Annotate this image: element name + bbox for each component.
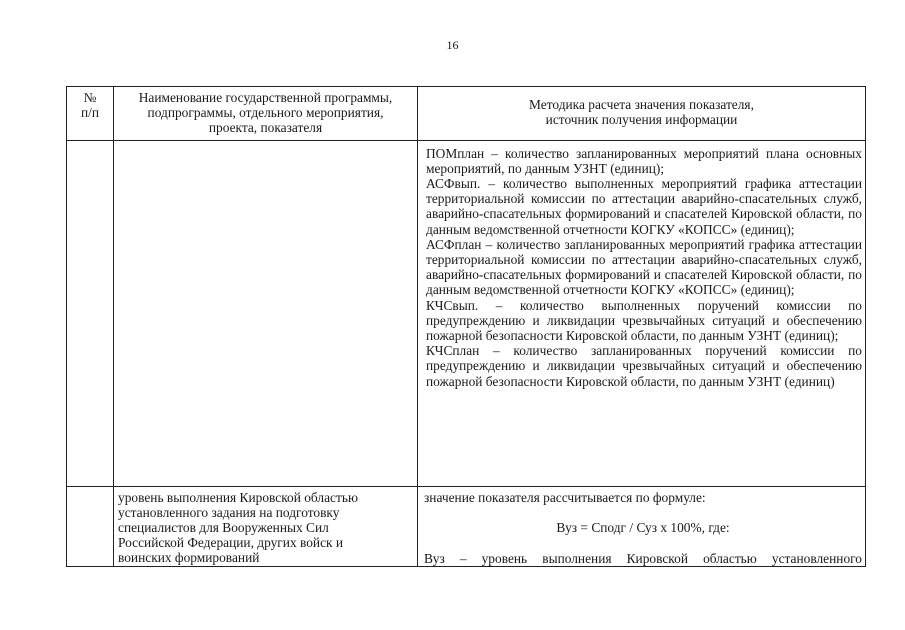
indicator-name-line: установленного задания на подготовку (118, 504, 340, 520)
cell-number (67, 140, 114, 486)
definition-kchs-plan: КЧСплан – количество запланированных поручений комиссии по предупреждению и ликвидации чрезвычайных ситуаций и обеспечению пожарной безопасности Кировской области, по данным УЗНТ (единиц) (426, 343, 862, 389)
formula: Вуз = Сподг / Суз х 100%, где: (556, 519, 730, 535)
cell-name (114, 140, 418, 486)
header-name-line: Наименование государственной программы, (138, 90, 393, 105)
formula-intro: значение показателя рассчитывается по формуле: (424, 489, 706, 505)
header-method-line: источник получения информации (545, 112, 738, 128)
definition-asf-done: АСФвып. – количество выполненных мероприятий графика аттестации территориальной комиссии по аттестации аварийно-спасательных служб, аварийно-спасательных формирований и спасателей Кировской области, по данным ведомственной отчетности КОГКУ «КОПСС» (единиц); (426, 176, 862, 237)
header-method-line: Методика расчета значения показателя, (529, 97, 754, 112)
header-method (418, 87, 866, 141)
page-number: 16 (446, 38, 459, 52)
cell-number (67, 486, 114, 567)
definition-kchs-done: КЧСвып. – количество выполненных поручений комиссии по предупреждению и ликвидации чрезвычайных ситуаций и обеспечению пожарной безопасности Кировской области, по данным УЗНТ (единиц); (426, 297, 862, 344)
cell-indicator-name (114, 486, 418, 567)
header-number (67, 87, 114, 141)
indicator-name-line: воинских формирований (118, 550, 260, 566)
indicator-name-line: уровень выполнения Кировской областью (118, 489, 358, 505)
indicator-name-line: специалистов для Вооруженных Сил (118, 520, 329, 536)
indicator-table (66, 86, 866, 567)
table-row (67, 486, 866, 567)
indicator-name-line: Российской Федерации, других войск и (118, 535, 344, 551)
cell-method-definitions (418, 140, 866, 486)
definition-pom-plan: ПОМплан – количество запланированных мероприятий плана основных мероприятий, по данным УЗНТ (единиц); (426, 145, 862, 176)
header-name-line: подпрограммы, отдельного мероприятия, (147, 105, 384, 121)
formula-variable-definition: Вуз – уровень выполнения Кировской областью установленного (424, 551, 862, 567)
header-number-line: п/п (80, 105, 100, 121)
header-name (114, 87, 418, 141)
definition-asf-plan: АСФплан – количество запланированных мероприятий графика аттестации территориальной комиссии по аттестации аварийно-спасательных служб, аварийно-спасательных формирований и спасателей Кировской области, по данным ведомственной отчетности КОГКУ «КОПСС» (единиц); (426, 236, 862, 298)
header-name-line: проекта, показателя (208, 120, 323, 136)
table-row (67, 140, 866, 486)
table-header-row (67, 87, 866, 141)
cell-method-formula (418, 486, 866, 567)
header-number-line: № (83, 90, 97, 105)
